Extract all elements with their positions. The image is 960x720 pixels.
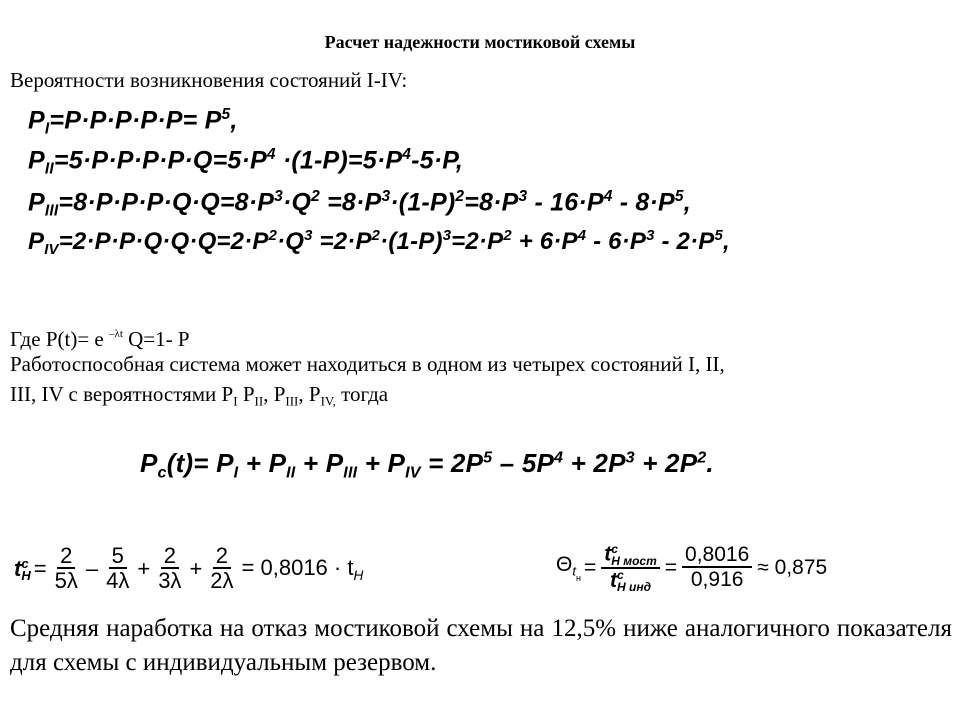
- theta-symbol: $\Theta_{tн}$: [556, 553, 581, 583]
- where-line: Где P(t)= e $^{-\lambda t}$ Q=1- P: [10, 327, 190, 351]
- tn-frac-1: $\frac{2}{5\lambda}$: [54, 543, 78, 594]
- tn-frac-3: $\frac{2}{3\lambda}$: [158, 543, 182, 594]
- conclusion-text: Средняя наработка на отказ мостиковой схемы на 12,5% ниже аналогичного показателя для схемы с индивидуальным резервом.: [10, 615, 952, 676]
- tn-rhs: = $0,8016 \cdot t_H$: [241, 555, 364, 583]
- page-title: Расчет надежности мостиковой схемы: [324, 32, 636, 52]
- formula-p2: $P_{II}=5\cdot P\cdot P\cdot P\cdot P\cdot Q=5\cdot P^4 \cdot(1-P)=5\cdot P^4-5\cdot P$,: [28, 146, 464, 178]
- theta-ratio: t c H мост t c H инд: [601, 543, 660, 593]
- formula-pc: $P_c(t)= P_I + P_{II} + P_{III} + P_{IV} = 2P^5 - 5P^4 + 2P^3 + 2P^2$.: [140, 448, 714, 482]
- states-line-2: III, IV с вероятностями $P_I$ $P_{II}$, $P_{III}$, $P_{IV,}$ тогда: [10, 382, 389, 409]
- formula-theta: $\Theta_{tн}$ = t c H мост t c H инд = $\frac{0,8016}{0,916}$ ≈ 0,875: [556, 541, 828, 595]
- formula-p4: $P_{IV}=2\cdot P\cdot P\cdot Q\cdot Q\cdot Q=2\cdot P^2\cdot Q^3 =2\cdot P^2\cdot(1-P)^3=2\cdot P^2 + 6\cdot P^4 - 6\cdot P^3 - 2\cdot P^5$,: [28, 228, 730, 259]
- theta-value: $\frac{0,8016}{0,916}$: [682, 544, 752, 591]
- formula-tn: t c H = $\frac{2}{5\lambda}$ – $\frac{5}{4\lambda}$ + $\frac{2}{3\lambda}$ + $\frac{2}{2\lambda}$ = $0,8016 \cdot t_H$: [14, 543, 364, 594]
- formula-p1: $P_I=P\cdot P\cdot P\cdot P\cdot P= P^5$,: [28, 106, 238, 138]
- formula-p3: $P_{III}=8\cdot P\cdot P\cdot P\cdot Q\cdot Q=8\cdot P^3\cdot Q^2 =8\cdot P^3\cdot(1-P)^2=8\cdot P^3 - 16\cdot P^4 - 8\cdot P^5$,: [28, 188, 691, 220]
- states-line-1: Работоспособная система может находиться в одном из четырех состояний I, II,: [10, 352, 725, 376]
- tn-lhs: t c H: [14, 555, 31, 584]
- intro-text: Вероятности возникновения состояний I-IV:: [10, 68, 408, 92]
- tn-frac-4: $\frac{2}{2\lambda}$: [210, 543, 234, 594]
- tn-frac-2: $\frac{5}{4\lambda}$: [106, 543, 130, 594]
